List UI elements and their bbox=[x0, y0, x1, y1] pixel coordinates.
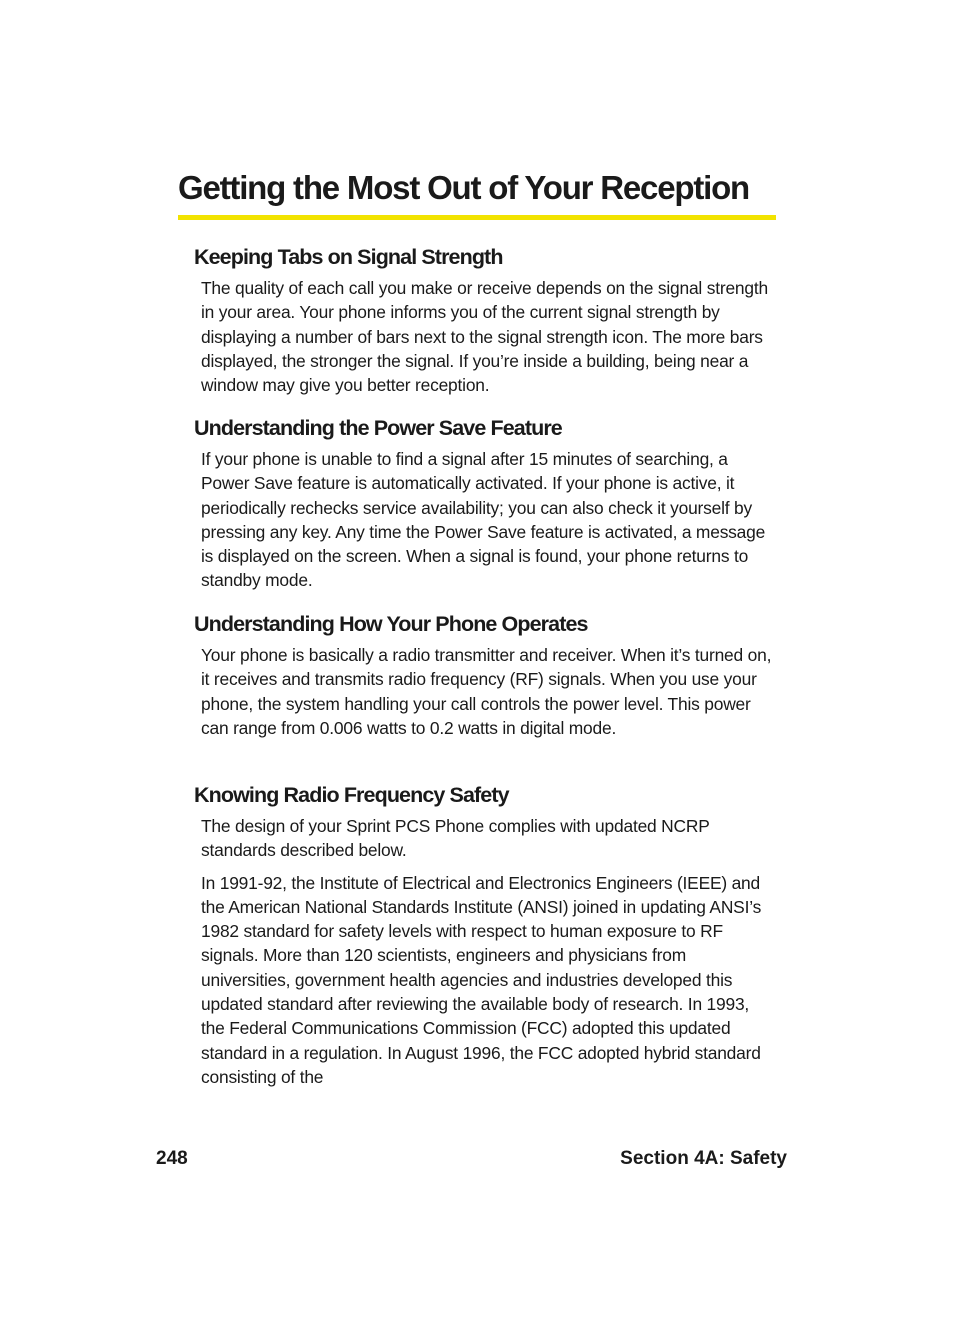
section-paragraph: The quality of each call you make or receive depends on the signal strength in your area. Your phone informs you of the current signal strength by displaying a number of bars next to the signal strength icon. The more bars displayed, the stronger the signal. If you’re inside a building, being near a window may give you better reception. bbox=[201, 278, 768, 396]
section-paragraph: Your phone is basically a radio transmitter and receiver. When it’s turned on, it receives and transmits radio frequency (RF) signals. When you use your phone, the system handling your call controls the power level. This power can range from 0.006 watts to 0.2 watts in digital mode. bbox=[201, 645, 772, 738]
section-power-save bbox=[194, 414, 776, 593]
page-number: 248 bbox=[156, 1148, 188, 1169]
section-signal-strength bbox=[194, 243, 776, 397]
section-heading: Understanding the Power Save Feature bbox=[194, 416, 562, 440]
section-paragraph: If your phone is unable to find a signal after 15 minutes of searching, a Power Save feature is automatically activated. If your phone is active, it periodically rechecks service availability; you can also check it yourself by pressing any key. Any time the Power Save feature is activated, a message is displayed on the screen. When a signal is found, your phone returns to standby mode. bbox=[201, 449, 766, 591]
section-rf-safety bbox=[194, 781, 776, 1089]
section-heading: Knowing Radio Frequency Safety bbox=[194, 783, 509, 807]
footer-section-label: Section 4A: Safety bbox=[620, 1148, 787, 1169]
page-title: Getting the Most Out of Your Reception bbox=[178, 169, 749, 206]
title-underline-rule bbox=[178, 215, 776, 220]
section-heading: Understanding How Your Phone Operates bbox=[194, 612, 588, 636]
section-heading: Keeping Tabs on Signal Strength bbox=[194, 245, 503, 269]
section-paragraph: In 1991-92, the Institute of Electrical and Electronics Engineers (IEEE) and the American National Standards Institute (ANSI) joined in updating ANSI’s 1982 standard for safety levels with respect to human exposure to RF signals. More than 120 scientists, engineers and physicians from universities, government health agencies and industries developed this updated standard after reviewing the available body of research. In 1993, the Federal Communications Commission (FCC) adopted this updated standard in a regulation. In August 1996, the FCC adopted hybrid standard consisting of the bbox=[201, 872, 762, 1087]
section-phone-operation bbox=[194, 610, 776, 740]
section-paragraph: The design of your Sprint PCS Phone complies with updated NCRP standards described below. bbox=[201, 816, 710, 861]
